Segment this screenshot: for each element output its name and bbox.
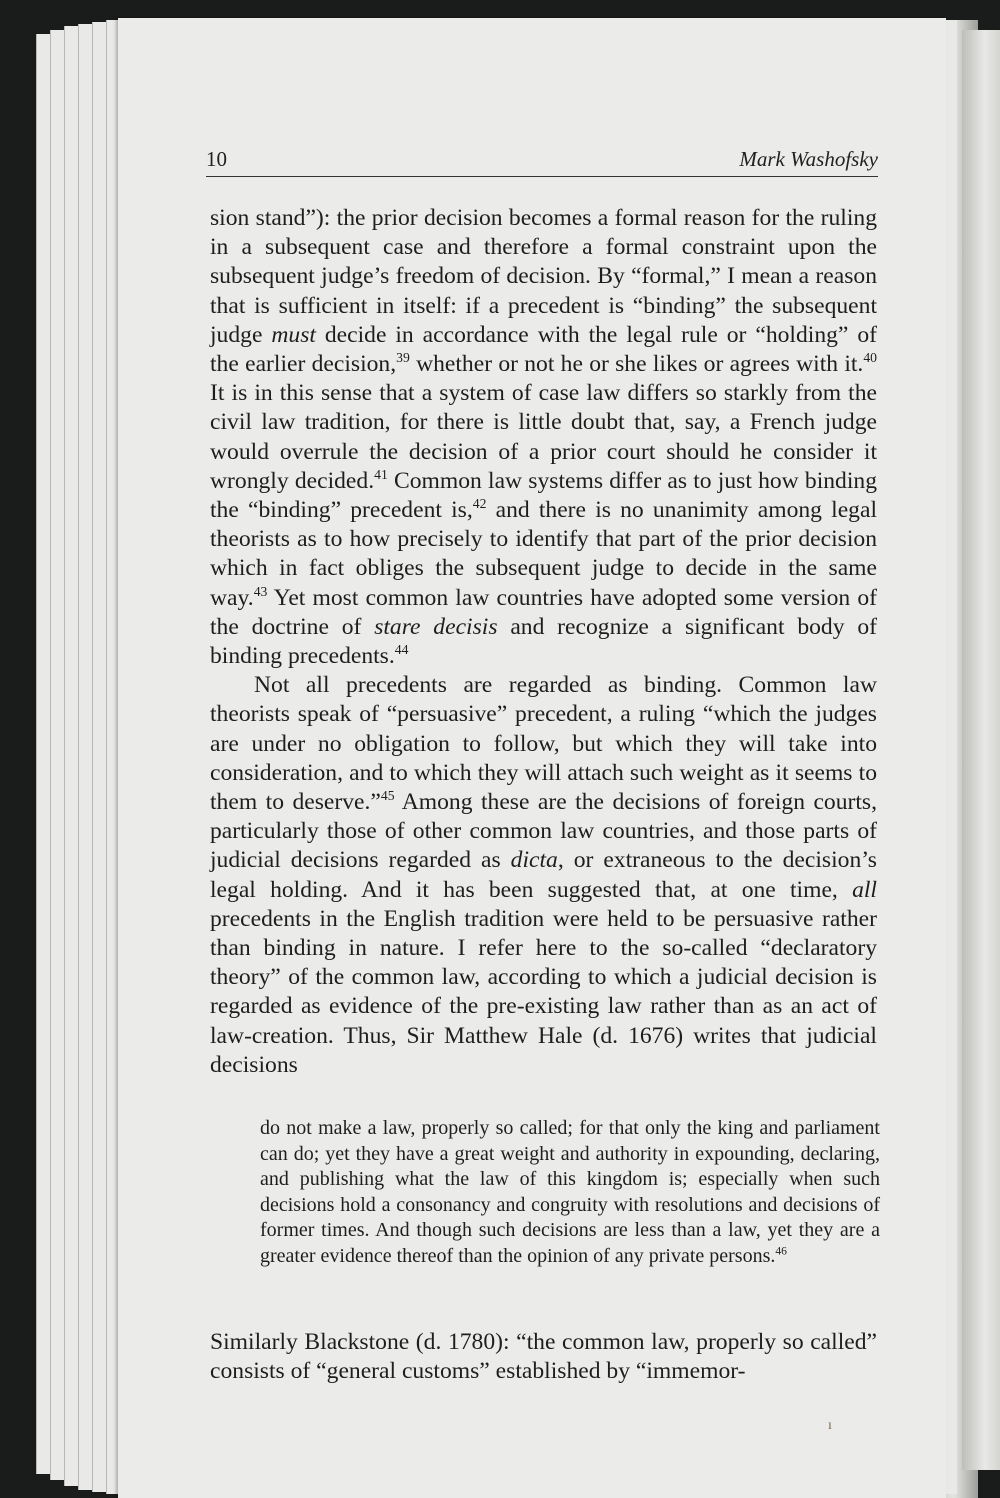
page-header (206, 136, 878, 177)
footnote-ref-44: 44 (394, 642, 409, 658)
text-run: Among these are the decisions of foreign courts, particularly those of other common law countries, and those parts of judicial decisions regarded as (210, 789, 878, 874)
text-run: and there is no unanimity among legal theorists as to how precisely to identify that part of the prior decision which in fact obliges the subsequent judge to decide in the same way. (210, 497, 877, 611)
footnote-ref-40: 40 (863, 350, 877, 366)
text-run: Common law systems differ as to just how binding the “binding” precedent is, (210, 467, 878, 524)
emphasis: must (271, 321, 316, 348)
text-run: Similarly Blackstone (d. 1780): “the common law, properly so called” consists of “general customs” established by “immemor- (210, 1329, 877, 1385)
running-head-author: Mark Washofsky (739, 147, 878, 171)
paragraph-2 (210, 671, 877, 1080)
book-page (118, 18, 946, 1498)
text-run: do not make a law, properly so called; for that only the king and parliament can do; yet they have a great weight and authority in expounding, declaring, and publishing what the law of this kingdom is; especially when such decisions hold a consonancy and congruity with resolutions and decisions of former times. And though such decisions are less than a law, yet they are a greater evidence thereof than the opinion of any private persons. (260, 1117, 880, 1267)
footnote-ref-45: 45 (380, 788, 395, 804)
emphasis: all (852, 876, 877, 903)
text-run: sion stand”): the prior decision becomes a formal reason for the ruling in a subsequent case and therefore a formal constraint upon the subsequent judge’s freedom of decision. By “formal,” I mean a reason that is sufficient in itself: if a precedent is “binding” the subsequent judge (210, 205, 877, 348)
footnote-ref-39: 39 (396, 350, 410, 366)
footnote-ref-41: 41 (374, 466, 388, 482)
emphasis: dicta (510, 847, 558, 874)
text-run: precedents in the English tradition were held to be persuasive rather than binding in nature. I refer here to the so-called “declaratory theory” of the common law, according to which a judicial decision is regarded as evidence of the pre-existing law rather than as an act of law-creation. Thus, Sir Matthew Hale (d. 1676) writes that judicial decisions (210, 905, 877, 1078)
emphasis: stare decisis (374, 613, 498, 640)
text-run: Yet most common law countries have adopted some version of the doctrine of (210, 584, 877, 640)
footnote-ref-42: 42 (472, 496, 487, 512)
page-number: 10 (206, 147, 227, 171)
page-speck: ı (828, 1418, 832, 1433)
paragraph-1 (210, 204, 877, 671)
body-text (210, 204, 877, 1080)
text-run: and recognize a significant body of binding precedents. (210, 613, 877, 670)
block-quote (260, 1116, 880, 1270)
footnote-ref-43: 43 (253, 583, 268, 599)
facing-page-edge (962, 30, 1000, 1470)
text-run: whether or not he or she likes or agrees with it. (409, 351, 864, 378)
paragraph-3 (210, 1328, 877, 1386)
text-run: decide in accordance with the legal rule or “holding” of the earlier decision, (210, 321, 877, 378)
text-run: , or extraneous to the decision’s legal holding. And it has been suggested that, at one time, (210, 847, 877, 903)
text-run: Not all precedents are regarded as binding. Common law theorists speak of “persuasive” precedent, a ruling “which the judges are under no obligation to follow, but which they will take into consideration, and to which they will attach such weight as it seems to them to deserve.” (210, 672, 877, 816)
footnote-ref-46: 46 (775, 1244, 787, 1258)
text-run: It is in this sense that a system of case law differs so starkly from the civil law tradition, for there is little doubt that, say, a French judge would overrule the decision of a prior court should he consider it wrongly decided. (210, 380, 877, 494)
